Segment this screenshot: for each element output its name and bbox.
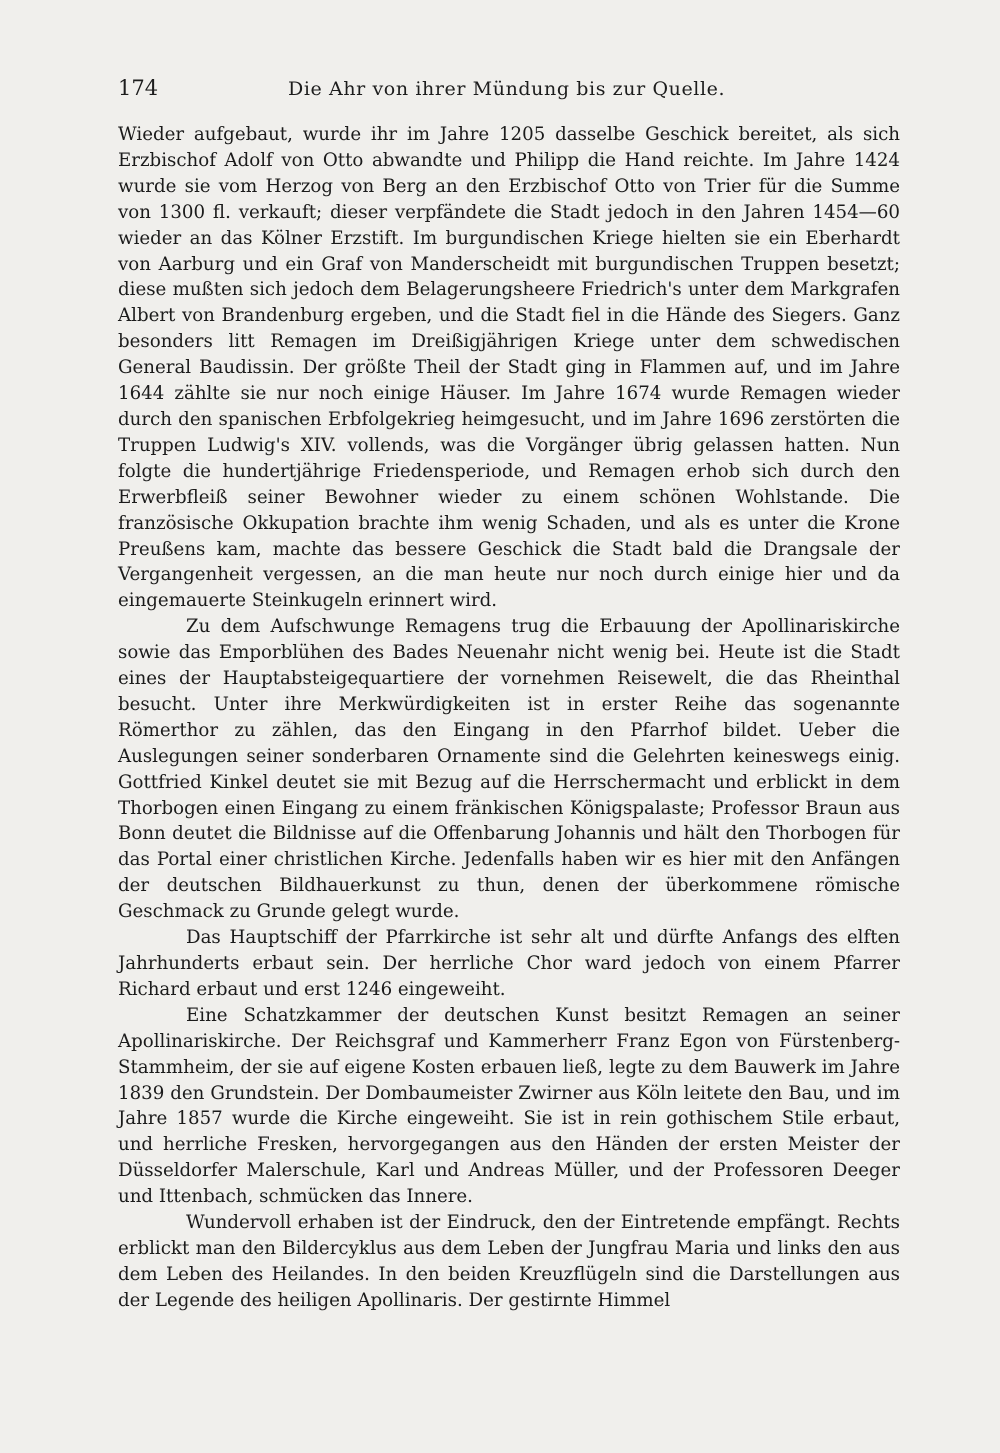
paragraph-2: Zu dem Aufschwunge Remagens trug die Erbauung der Apollinariskirche sowie das Emporblühen des Bades Neuenahr nicht wenig bei. Heute ist die Stadt eines der Hauptabsteigequartiere der vornehmen Reisewelt, die das Rheinthal besucht. Unter ihre Merkwürdigkeiten ist in erster Reihe das sogenannte Römerthor zu zählen, das den Eingang in den Pfarrhof bildet. Ueber die Auslegungen seiner sonderbaren Ornamente sind die Gelehrten keineswegs einig. Gottfried Kinkel deutet sie mit Bezug auf die Herrschermacht und erblickt in dem Thorbogen einen Eingang zu einem fränkischen Königspalaste; Professor Braun aus Bonn deutet die Bildnisse auf die Offenbarung Johannis und hält den Thorbogen für das Portal einer christlichen Kirche. Jedenfalls haben wir es hier mit den Anfängen der deutschen Bildhauerkunst zu thun, denen der überkommene römische Geschmack zu Grunde gelegt wurde. [118,616,900,923]
body-text [118,122,900,1314]
paragraph-4: Eine Schatzkammer der deutschen Kunst besitzt Remagen an seiner Apollinariskirche. Der Reichsgraf und Kammerherr Franz Egon von Fürstenberg-Stammheim, der sie auf eigene Kosten erbauen ließ, legte zu dem Bauwerk im Jahre 1839 den Grundstein. Der Dombaumeister Zwirner aus Köln leitete den Bau, und im Jahre 1857 wurde die Kirche eingeweiht. Sie ist in rein gothischem Stile erbaut, und herrliche Fresken, hervorgegangen aus den Händen der ersten Meister der Düsseldorfer Malerschule, Karl und Andreas Müller, und der Professoren Deeger und Ittenbach, schmücken das Innere. [118,1004,900,1208]
page-number: 174 [118,76,159,100]
running-title: Die Ahr von ihrer Mündung bis zur Quelle. [288,78,726,100]
paragraph-3: Das Hauptschiff der Pfarrkirche ist sehr alt und dürfte Anfangs des elften Jahrhunderts erbaut sein. Der herrliche Chor ward jedoch von einem Pfarrer Richard erbaut und erst 1246 eingeweiht. [118,927,900,1000]
paragraph-1: Wieder aufgebaut, wurde ihr im Jahre 1205 dasselbe Geschick bereitet, als sich Erzbischof Adolf von Otto abwandte und Philipp die Hand reichte. Im Jahre 1424 wurde sie vom Herzog von Berg an den Erzbischof Otto von Trier für die Summe von 1300 fl. verkauft; dieser verpfändete die Stadt jedoch in den Jahren 1454—60 wieder an das Kölner Erzstift. Im burgundischen Kriege hielten sie ein Eberhardt von Aarburg und ein Graf von Manderscheidt mit burgundischen Truppen besetzt; diese mußten sich jedoch dem Belagerungsheere Friedrich's unter dem Markgrafen Albert von Brandenburg ergeben, und die Stadt fiel in die Hände des Siegers. Ganz besonders litt Remagen im Dreißigjährigen Kriege unter dem schwedischen General Baudissin. Der größte Theil der Stadt ging in Flammen auf, und im Jahre 1644 zählte sie nur noch einige Häuser. Im Jahre 1674 wurde Remagen wieder durch den spanischen Erbfolgekrieg heimgesucht, und im Jahre 1696 zerstörten die Truppen Ludwig's XIV. vollends, was die Vorgänger übrig gelassen hatten. Nun folgte die hundertjährige Friedensperiode, und Remagen erhob sich durch den Erwerbfleiß seiner Bewohner wieder zu einem schönen Wohlstande. Die französische Okkupation brachte ihm wenig Schaden, und als es unter die Krone Preußens kam, machte das bessere Geschick die Stadt bald die Drangsale der Vergangenheit vergessen, an die man heute nur noch durch einige hier und da eingemauerte Steinkugeln erinnert wird. [118,124,900,612]
page-header [118,74,898,106]
paragraph-5: Wundervoll erhaben ist der Eindruck, den der Eintretende empfängt. Rechts erblickt man den Bildercyklus aus dem Leben der Jungfrau Maria und links den aus dem Leben des Heilandes. In den beiden Kreuzflügeln sind die Darstellungen aus der Legende des heiligen Apollinaris. Der gestirnte Himmel [118,1212,900,1311]
